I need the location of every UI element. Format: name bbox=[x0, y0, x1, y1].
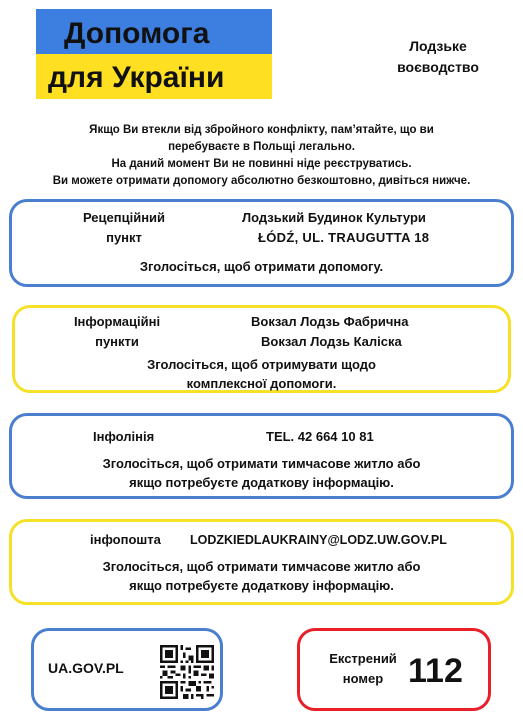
title-line1: Допомога bbox=[64, 17, 210, 50]
hotline-card bbox=[9, 413, 514, 499]
qr-code-icon[interactable] bbox=[160, 645, 214, 699]
hotline-label: Інфолінія bbox=[93, 429, 155, 444]
emergency-number[interactable]: 112 bbox=[408, 652, 463, 690]
hotline-phone[interactable]: TEL. 42 664 10 81 bbox=[266, 429, 374, 444]
email-message bbox=[12, 557, 511, 595]
info-points-label-line2: пункти bbox=[95, 334, 139, 349]
hotline-message-line2: якщо потребуєте додаткову інформацію. bbox=[129, 475, 394, 490]
reception-place: Лодзький Будинок Культури bbox=[242, 210, 426, 225]
website-link[interactable]: UA.GOV.PL bbox=[48, 660, 124, 676]
intro-line3: На даний момент Ви не повинні ніде реєструватись. bbox=[111, 158, 412, 170]
reception-label-line2: пункт bbox=[106, 230, 142, 245]
emergency-label-line1: Екстрений bbox=[329, 651, 397, 666]
intro-text bbox=[20, 122, 503, 190]
title-line2: для України bbox=[48, 61, 225, 94]
intro-line1: Якщо Ви втекли від збройного конфлікту, пам’ятайте, що ви bbox=[89, 124, 434, 136]
reception-label bbox=[64, 208, 184, 248]
hotline-message bbox=[12, 454, 511, 492]
reception-label-line1: Рецепційний bbox=[82, 210, 166, 225]
email-message-line1: Зголосіться, щоб отримати тимчасове житло або bbox=[102, 559, 421, 574]
info-station-2: Вокзал Лодзь Каліска bbox=[261, 334, 402, 349]
email-card bbox=[9, 519, 514, 605]
email-label: інфопошта bbox=[90, 532, 161, 547]
email-address[interactable]: LODZKIEDLAUKRAINY@LODZ.UW.GOV.PL bbox=[190, 533, 447, 547]
region-label bbox=[380, 36, 496, 78]
region-line1: Лодзьке bbox=[409, 38, 467, 54]
info-station-1: Вокзал Лодзь Фабрична bbox=[251, 314, 409, 329]
hotline-message-line1: Зголосіться, щоб отримати тимчасове житло або bbox=[102, 456, 421, 471]
website-card bbox=[31, 628, 223, 711]
info-points-message-line2: комплексної допомоги. bbox=[186, 376, 337, 391]
info-points-label-line1: Інформаційні bbox=[73, 314, 161, 329]
info-points-message bbox=[15, 355, 508, 393]
info-points-label bbox=[57, 312, 177, 352]
intro-line2: перебуваєте в Польщі легально. bbox=[168, 141, 355, 153]
info-points-card bbox=[12, 305, 511, 393]
email-message-line2: якщо потребуєте додаткову інформацію. bbox=[129, 578, 394, 593]
emergency-label-line2: номер bbox=[342, 671, 384, 686]
region-line2: воєводство bbox=[397, 59, 479, 75]
emergency-label bbox=[318, 649, 408, 689]
intro-line4: Ви можете отримати допомогу абсолютно безкоштовно, дивіться нижче. bbox=[52, 175, 471, 187]
reception-address: ŁÓDŹ, UL. TRAUGUTTA 18 bbox=[258, 230, 430, 245]
ukraine-flag-banner bbox=[36, 9, 272, 99]
reception-point-card bbox=[9, 199, 514, 287]
info-points-message-line1: Зголосіться, щоб отримувати щодо bbox=[147, 357, 376, 372]
reception-message: Зголосіться, щоб отримати допомогу. bbox=[139, 259, 384, 274]
emergency-card bbox=[297, 628, 491, 711]
